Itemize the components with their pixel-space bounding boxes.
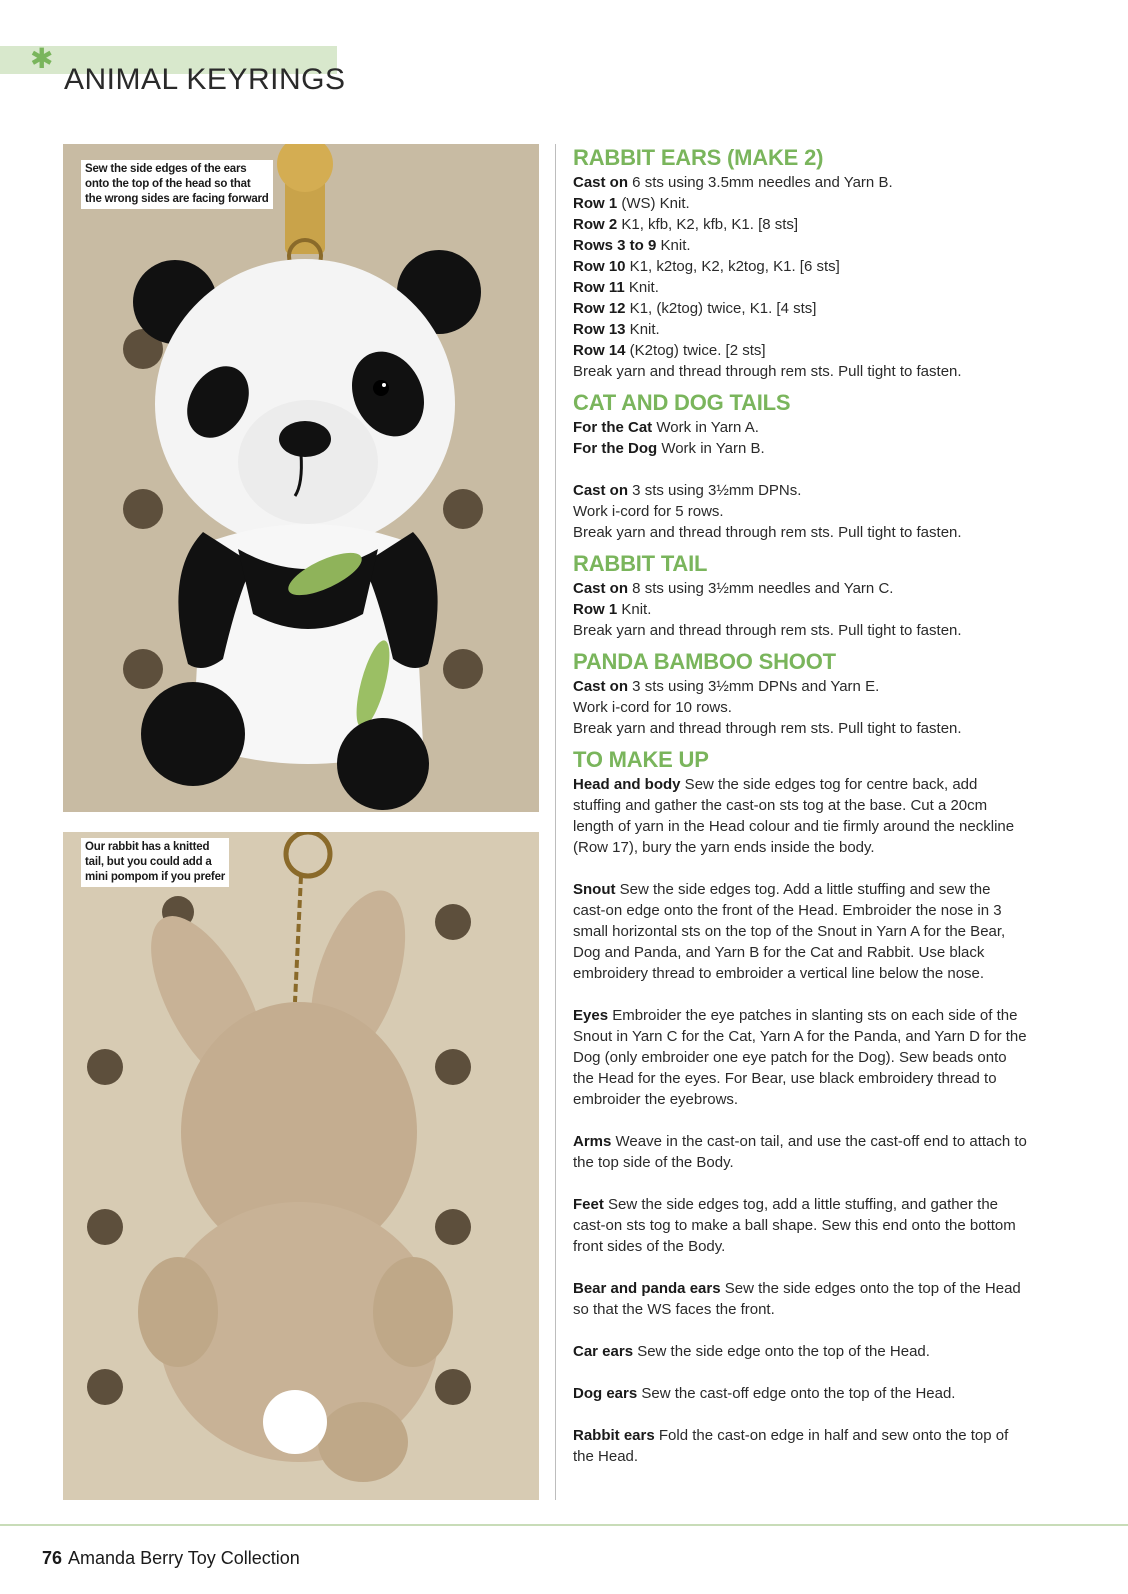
instruction-label: Row 13 [573, 321, 626, 338]
instruction-line [573, 193, 1053, 214]
instruction-text: Knit. [656, 237, 691, 254]
instruction-text: length of yarn in the Head colour and tie firmly around the neckline [573, 818, 1015, 835]
instruction-line [573, 501, 1053, 522]
instruction-text: Sew the side edges tog. Add a little stuffing and sew the [615, 881, 991, 898]
instruction-text: cast-on edge onto the front of the Head. Embroider the nose in 3 [573, 902, 1002, 919]
instruction-line [573, 319, 1053, 340]
instruction-line [573, 1152, 1053, 1173]
caption-line: tail, but you could add a [85, 856, 212, 868]
instruction-text: front sides of the Body. [573, 1238, 726, 1255]
instruction-text: the Head. [573, 1448, 639, 1465]
instruction-line [573, 522, 1053, 543]
instruction-label: Cast on [573, 678, 629, 695]
instruction-line [573, 438, 1053, 459]
instruction-text: K1, (k2tog) twice, K1. [4 sts] [625, 300, 817, 317]
instruction-line [573, 214, 1053, 235]
instruction-label: Feet [573, 1196, 604, 1213]
instruction-label: Dog ears [573, 1385, 638, 1402]
instruction-line [573, 718, 1053, 739]
section-title: TO MAKE UP [573, 747, 709, 772]
instruction-line [573, 361, 1053, 382]
instruction-line [573, 1341, 1053, 1362]
caption-line: Our rabbit has a knitted [85, 841, 210, 853]
instruction-text: the Head for the eyes. For Bear, use black embroidery thread to [573, 1070, 997, 1087]
caption-line: the wrong sides are facing forward [85, 193, 269, 205]
instruction-line [573, 599, 1053, 620]
instruction-line [573, 900, 1053, 921]
caption-line: Sew the side edges of the ears [85, 163, 247, 175]
instruction-line [573, 1194, 1053, 1215]
instruction-line [573, 172, 1053, 193]
instruction-line [573, 417, 1053, 438]
instruction-line [573, 1446, 1053, 1467]
instruction-text: Work i-cord for 5 rows. [573, 503, 724, 520]
instruction-label: Cast on [573, 482, 629, 499]
instruction-text: 6 sts using 3.5mm needles and Yarn B. [628, 174, 893, 191]
instruction-line [573, 256, 1053, 277]
instruction-line [573, 879, 1053, 900]
instruction-line [573, 774, 1053, 795]
instruction-label: Eyes [573, 1007, 609, 1024]
instruction-text: Work in Yarn A. [652, 419, 759, 436]
instruction-label: Row 2 [573, 216, 618, 233]
publication-name: Amanda Berry Toy Collection [68, 1548, 300, 1568]
instruction-label: Rabbit ears [573, 1427, 655, 1444]
instruction-text: Snout in Yarn C for the Cat, Yarn A for the Panda, and Yarn D for the [573, 1028, 1027, 1045]
instruction-text: Fold the cast-on edge in half and sew onto the top of [654, 1427, 1009, 1444]
instruction-text: Dog (only embroider one eye patch for the Dog). Sew beads onto [573, 1049, 1007, 1066]
instruction-text: Work in Yarn B. [657, 440, 765, 457]
instruction-line [573, 1425, 1053, 1446]
instruction-label: For the Cat [573, 419, 653, 436]
instruction-line [573, 277, 1053, 298]
instruction-text: Break yarn and thread through rem sts. Pull tight to fasten. [573, 524, 962, 541]
instruction-text: small horizontal sts on the top of the Snout in Yarn A for the Bear, [573, 923, 1006, 940]
instruction-line [573, 1026, 1053, 1047]
instruction-text: Knit. [617, 601, 652, 618]
instruction-line [573, 1299, 1053, 1320]
instruction-line [573, 480, 1053, 501]
instruction-text: Dog and Panda, and Yarn B for the Cat and Rabbit. Use black [573, 944, 985, 961]
pattern-instructions [573, 144, 1053, 1467]
instruction-text: K1, kfb, K2, kfb, K1. [8 sts] [617, 216, 799, 233]
instruction-label: Bear and panda ears [573, 1280, 721, 1297]
instruction-text: 3 sts using 3½mm DPNs. [628, 482, 802, 499]
instruction-text: so that the WS faces the front. [573, 1301, 775, 1318]
instruction-text: Knit. [624, 279, 659, 296]
section-title: PANDA BAMBOO SHOOT [573, 649, 836, 674]
panda-keyring-photo [63, 144, 539, 812]
instruction-line [573, 1383, 1053, 1404]
folio [42, 1547, 300, 1569]
footer-rule [0, 1524, 1128, 1526]
caption-line: onto the top of the head so that [85, 178, 251, 190]
instruction-line [573, 697, 1053, 718]
instruction-line [573, 1047, 1053, 1068]
instruction-text: Sew the side edges onto the top of the Head [720, 1280, 1021, 1297]
instruction-line [573, 942, 1053, 963]
instruction-text: Weave in the cast-on tail, and use the cast-off end to attach to [611, 1133, 1027, 1150]
instruction-line [573, 620, 1053, 641]
caption-line: mini pompom if you prefer [85, 871, 226, 883]
panda-photo-caption [81, 160, 273, 209]
instruction-label: Cast on [573, 174, 629, 191]
instruction-line [573, 676, 1053, 697]
instruction-line [573, 816, 1053, 837]
page-number: 76 [42, 1548, 63, 1568]
instruction-text: Work i-cord for 10 rows. [573, 699, 732, 716]
instruction-text: Break yarn and thread through rem sts. Pull tight to fasten. [573, 363, 962, 380]
instruction-label: Rows 3 to 9 [573, 237, 657, 254]
instruction-line [573, 1236, 1053, 1257]
instruction-text: Knit. [625, 321, 660, 338]
instruction-label: Snout [573, 881, 616, 898]
instruction-line [573, 963, 1053, 984]
section-title: CAT AND DOG TAILS [573, 390, 791, 415]
instruction-line [573, 298, 1053, 319]
instruction-text: 3 sts using 3½mm DPNs and Yarn E. [628, 678, 880, 695]
instruction-text: (Row 17), bury the yarn ends inside the body. [573, 839, 875, 856]
instruction-line [573, 921, 1053, 942]
instruction-line [573, 235, 1053, 256]
instruction-label: For the Dog [573, 440, 658, 457]
instruction-line [573, 1215, 1053, 1236]
instruction-line [573, 1131, 1053, 1152]
instruction-text: embroider the eyebrows. [573, 1091, 739, 1108]
instruction-label: Row 14 [573, 342, 626, 359]
instruction-label: Arms [573, 1133, 612, 1150]
instruction-label: Row 11 [573, 279, 625, 296]
instruction-text: Embroider the eye patches in slanting sts on each side of the [608, 1007, 1018, 1024]
instruction-line [573, 1068, 1053, 1089]
instruction-text: Sew the cast-off edge onto the top of the Head. [637, 1385, 956, 1402]
instruction-text: Sew the side edge onto the top of the Head. [633, 1343, 930, 1360]
instruction-text: K1, k2tog, K2, k2tog, K1. [6 sts] [625, 258, 840, 275]
instruction-text: stuffing and gather the cast-on sts tog at the base. Cut a 20cm [573, 797, 988, 814]
instruction-label: Row 1 [573, 195, 618, 212]
instruction-text: embroidery thread to embroider a vertical line below the nose. [573, 965, 985, 982]
instruction-line [573, 578, 1053, 599]
flower-icon: ✱ [30, 43, 54, 74]
instruction-line [573, 1089, 1053, 1110]
page-title: ANIMAL KEYRINGS [64, 63, 346, 97]
instruction-text: Sew the side edges tog, add a little stuffing, and gather the [603, 1196, 999, 1213]
instruction-line [573, 795, 1053, 816]
instruction-text: the top side of the Body. [573, 1154, 734, 1171]
instruction-text: Break yarn and thread through rem sts. Pull tight to fasten. [573, 720, 962, 737]
column-divider [555, 144, 556, 1500]
instruction-label: Row 10 [573, 258, 626, 275]
section-title: RABBIT TAIL [573, 551, 708, 576]
instruction-text: 8 sts using 3½mm needles and Yarn C. [628, 580, 894, 597]
instruction-text: cast-on sts tog to make a ball shape. Sew this end onto the bottom [573, 1217, 1016, 1234]
instruction-label: Cast on [573, 580, 629, 597]
instruction-text: Sew the side edges tog for centre back, add [680, 776, 978, 793]
instruction-line [573, 340, 1053, 361]
instruction-label: Row 12 [573, 300, 626, 317]
instruction-text: Break yarn and thread through rem sts. Pull tight to fasten. [573, 622, 962, 639]
section-title: RABBIT EARS (MAKE 2) [573, 145, 824, 170]
rabbit-keyring-photo [63, 832, 539, 1500]
instruction-label: Head and body [573, 776, 681, 793]
instruction-label: Row 1 [573, 601, 618, 618]
rabbit-photo-caption [81, 838, 229, 887]
instruction-label: Car ears [573, 1343, 634, 1360]
instruction-line [573, 1005, 1053, 1026]
instruction-line [573, 1278, 1053, 1299]
instruction-line [573, 837, 1053, 858]
instruction-text: (K2tog) twice. [2 sts] [625, 342, 766, 359]
instruction-text: (WS) Knit. [617, 195, 690, 212]
